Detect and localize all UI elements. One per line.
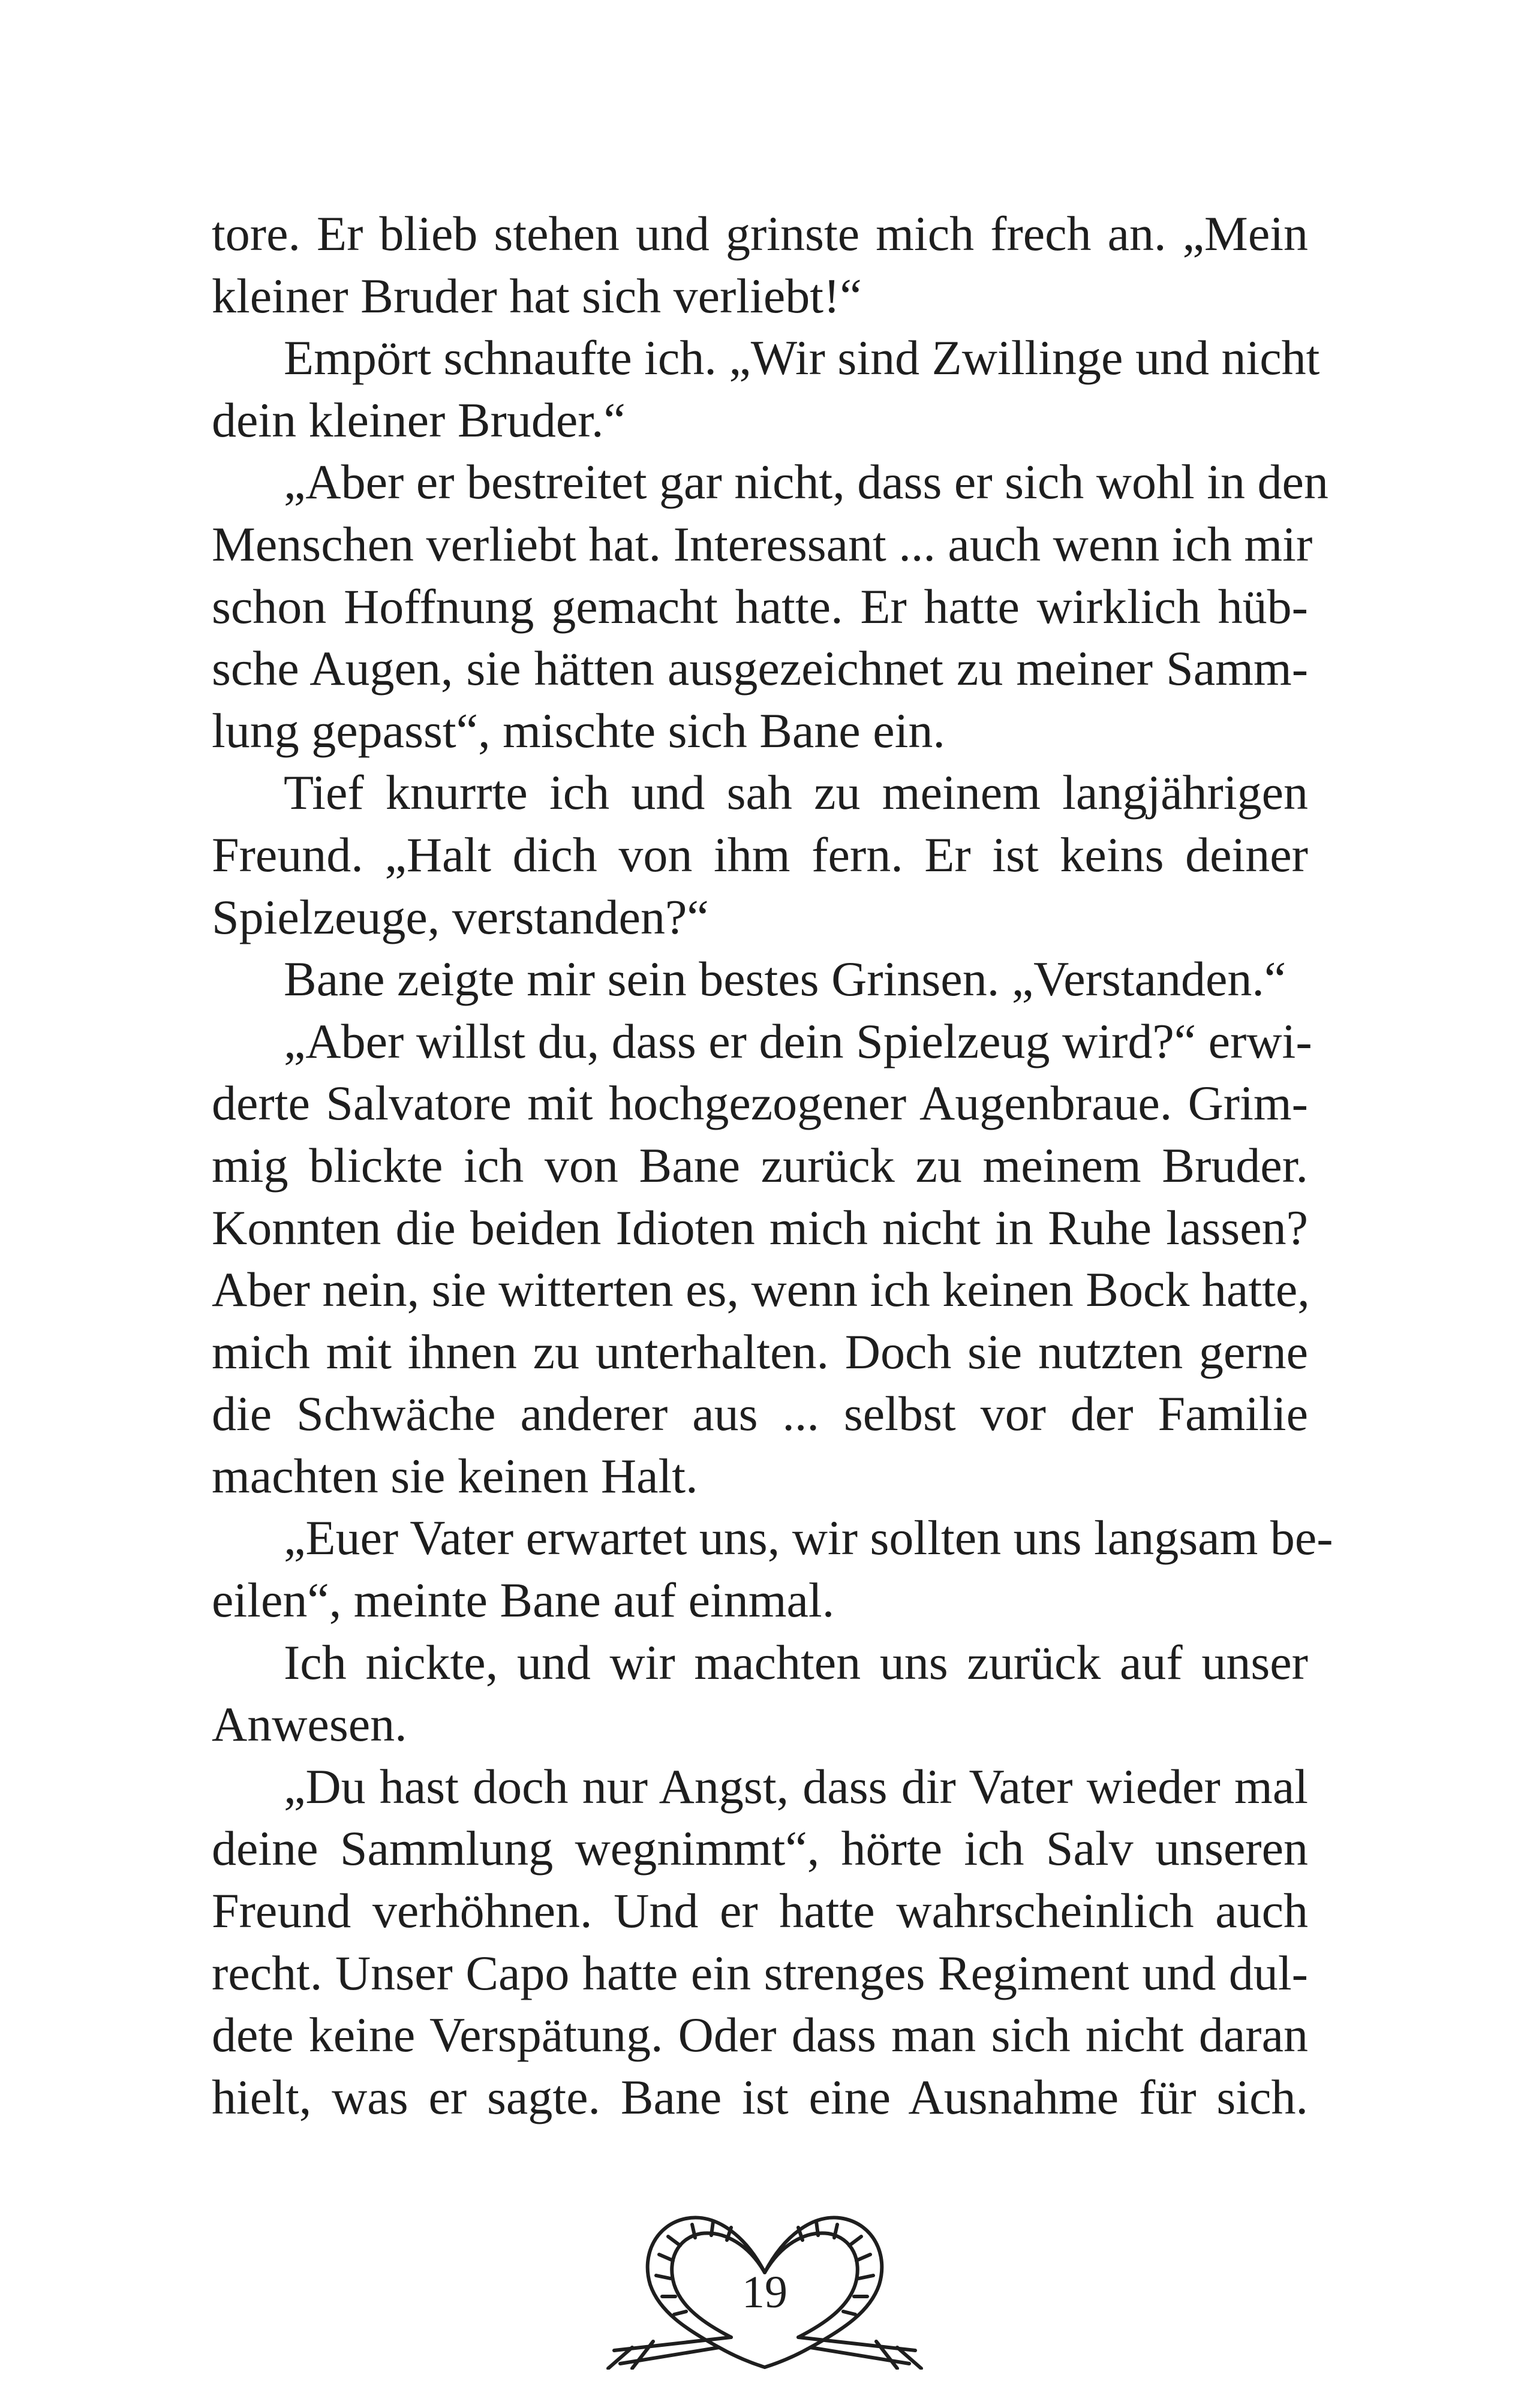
text-line: sche Augen, sie hätten ausgezeichnet zu meiner Samm-	[212, 641, 1308, 696]
text-line: mig blickte ich von Bane zurück zu meinem Bruder.	[212, 1137, 1308, 1193]
text-line: „Aber willst du, dass er dein Spielzeug wird?“ erwi-	[284, 1013, 1312, 1068]
text-line: Empört schnaufte ich. „Wir sind Zwillinge und nicht	[284, 330, 1320, 386]
text-line: deine Sammlung wegnimmt“, hörte ich Salv unseren	[212, 1821, 1308, 1876]
text-line: „Euer Vater erwartet uns, wir sollten uns langsam be-	[284, 1510, 1333, 1566]
text-line: „Du hast doch nur Angst, dass dir Vater wieder mal	[284, 1759, 1308, 1814]
body-text	[212, 203, 1333, 2128]
text-line: lung gepasst“, mischte sich Bane ein.	[212, 703, 945, 758]
text-line: Menschen verliebt hat. Interessant ... auch wenn ich mir	[212, 516, 1313, 571]
text-line: machten sie keinen Halt.	[212, 1448, 698, 1503]
text-line: recht. Unser Capo hatte ein strenges Regiment und dul-	[212, 1945, 1308, 2000]
text-line: Ich nickte, und wir machten uns zurück auf unser	[284, 1635, 1308, 1690]
text-line: Aber nein, sie witterten es, wenn ich keinen Bock hatte,	[212, 1262, 1310, 1317]
text-line: tore. Er blieb stehen und grinste mich frech an. „Mein	[212, 206, 1308, 261]
text-line: schon Hoffnung gemacht hatte. Er hatte wirklich hüb-	[212, 579, 1308, 634]
text-line: dete keine Verspätung. Oder dass man sich nicht daran	[212, 2007, 1308, 2063]
text-line: Anwesen.	[212, 1697, 407, 1752]
text-line: hielt, was er sagte. Bane ist eine Ausnahme für sich.	[212, 2069, 1308, 2124]
text-line: Spielzeuge, verstanden?“	[212, 889, 709, 944]
text-line: Konnten die beiden Idioten mich nicht in Ruhe lassen?	[212, 1200, 1308, 1255]
text-line: mich mit ihnen zu unterhalten. Doch sie nutzten gerne	[212, 1324, 1308, 1379]
text-line: die Schwäche anderer aus ... selbst vor der Familie	[212, 1386, 1308, 1441]
text-line: Tief knurrte ich und sah zu meinem langjährigen	[284, 765, 1308, 820]
text-line: eilen“, meinte Bane auf einmal.	[212, 1573, 835, 1628]
text-line: derte Salvatore mit hochgezogener Augenbraue. Grim-	[212, 1076, 1308, 1131]
text-line: Freund verhöhnen. Und er hatte wahrscheinlich auch	[212, 1883, 1308, 1939]
text-line: „Aber er bestreitet gar nicht, dass er sich wohl in den	[284, 454, 1328, 510]
text-line: Bane zeigte mir sein bestes Grinsen. „Verstanden.“	[284, 952, 1286, 1007]
text-line: Freund. „Halt dich von ihm fern. Er ist keins deiner	[212, 827, 1308, 882]
text-line: kleiner Bruder hat sich verliebt!“	[212, 268, 862, 323]
text-line: dein kleiner Bruder.“	[212, 392, 626, 447]
page-number: 19	[742, 2267, 787, 2317]
